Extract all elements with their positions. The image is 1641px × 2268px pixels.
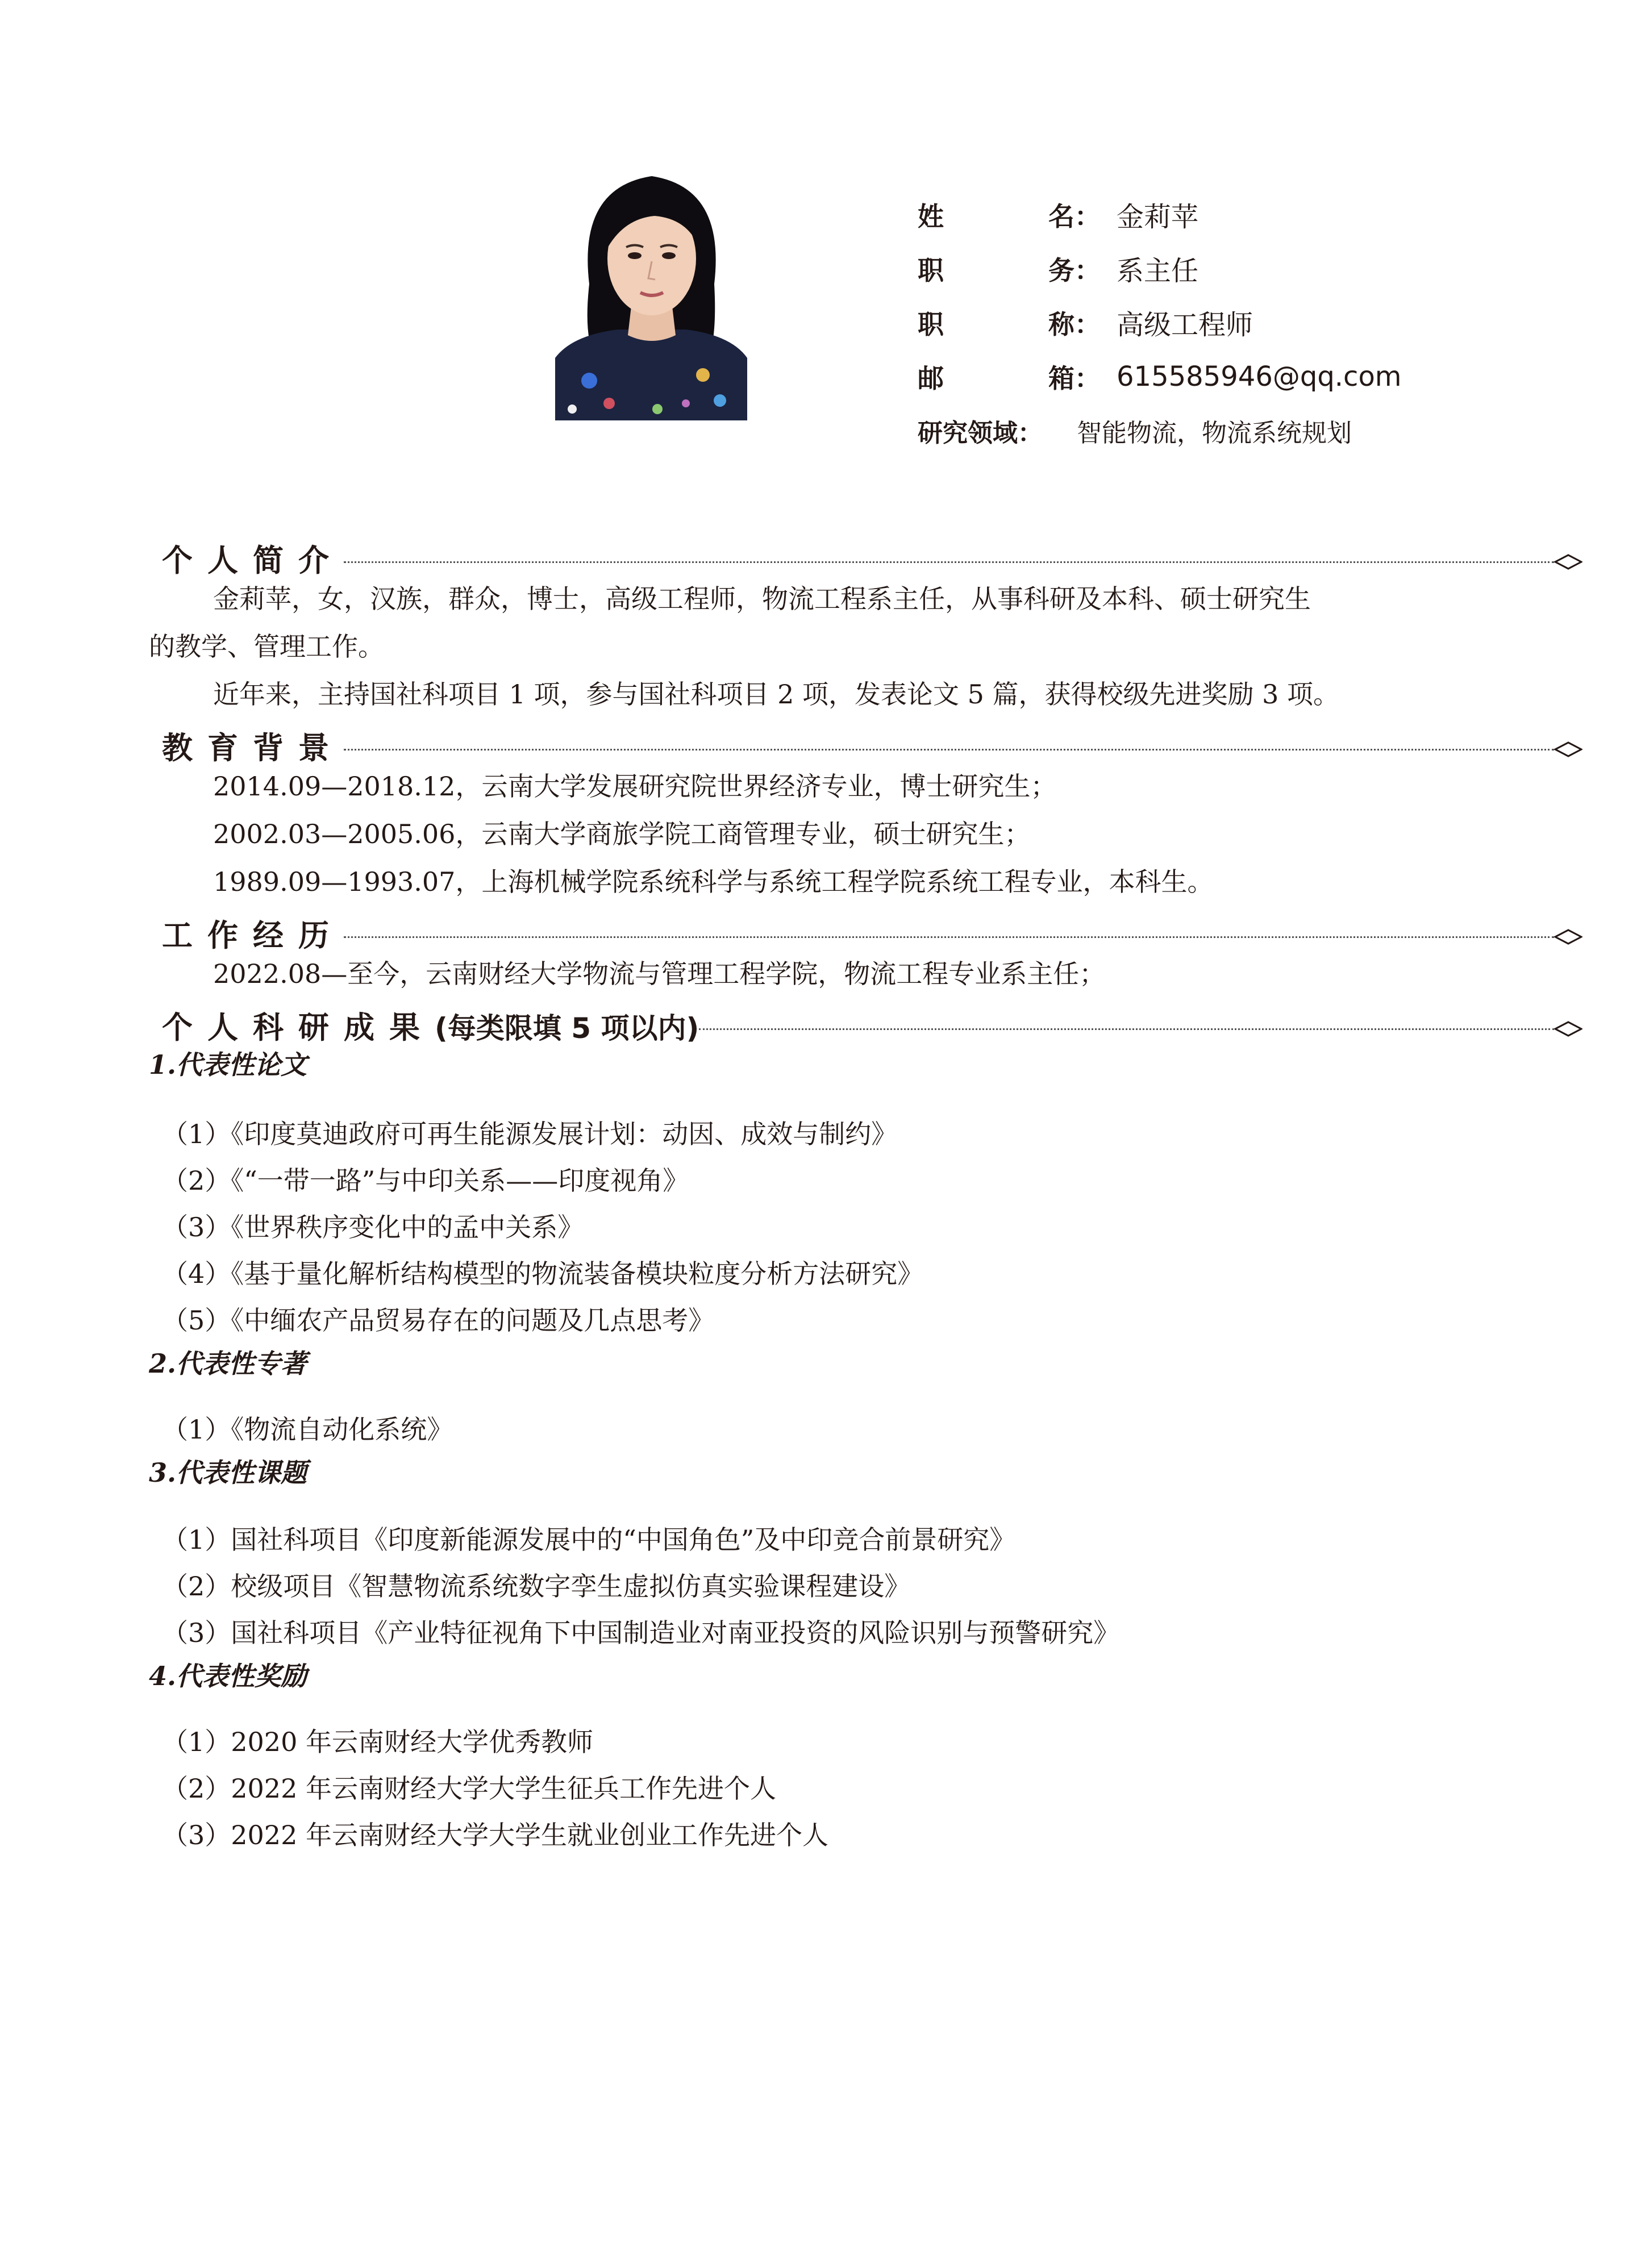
profile-photo <box>555 165 747 420</box>
position-value: 系主任 <box>1117 255 1199 287</box>
paper-item: （5）《中缅农产品贸易存在的问题及几点思考》 <box>162 1305 715 1336</box>
section-title <box>162 1003 699 1047</box>
research-value: 智能物流，物流系统规划 <box>1077 418 1352 448</box>
section-header-intro <box>162 535 1582 581</box>
paper-item: （3）《世界秩序变化中的孟中关系》 <box>162 1212 584 1243</box>
dotted-divider <box>699 1028 1554 1030</box>
education-line: 2002.03—2005.06，云南大学商旅学院工商管理专业，硕士研究生； <box>213 819 1031 849</box>
award-item: （1）2020 年云南财经大学优秀教师 <box>162 1727 593 1757</box>
award-item: （2）2022 年云南财经大学大学生征兵工作先进个人 <box>162 1773 776 1804</box>
section-title: 个人简介 <box>162 542 344 578</box>
projects-heading: 3.代表性课题 <box>149 1457 307 1488</box>
position-row <box>918 241 1402 295</box>
project-item: （1）国社科项目《印度新能源发展中的“中国角色”及中印竞合前景研究》 <box>162 1524 1016 1555</box>
email-row <box>918 349 1402 403</box>
diamond-icon <box>1554 1020 1582 1037</box>
intro-line: 的教学、管理工作。 <box>149 631 384 662</box>
award-item: （3）2022 年云南财经大学大学生就业创业工作先进个人 <box>162 1820 828 1850</box>
research-label: 研究领域： <box>918 418 1043 448</box>
title-label: 职 称： <box>918 308 1101 340</box>
dotted-divider <box>344 936 1554 938</box>
project-item: （3）国社科项目《产业特征视角下中国制造业对南亚投资的风险识别与预警研究》 <box>162 1617 1120 1648</box>
profile-info <box>918 187 1402 457</box>
paper-item: （4）《基于量化解析结构模型的物流装备模块粒度分析方法研究》 <box>162 1258 924 1289</box>
portrait-image <box>555 165 747 420</box>
education-line: 1989.09—1993.07，上海机械学院系统科学与系统工程学院系统工程专业，本科生。 <box>213 866 1214 897</box>
project-item: （2）校级项目《智慧物流系统数字孪生虚拟仿真实验课程建设》 <box>162 1571 911 1602</box>
diamond-icon <box>1554 553 1582 570</box>
section-title: 工作经历 <box>162 917 344 953</box>
section-header-work <box>162 910 1582 956</box>
paper-item: （2）《“一带一路”与中印关系——印度视角》 <box>162 1165 689 1196</box>
email-label: 邮 箱： <box>918 362 1101 394</box>
book-item: （1）《物流自动化系统》 <box>162 1414 453 1445</box>
paper-item: （1）《印度莫迪政府可再生能源发展计划：动因、成效与制约》 <box>162 1119 898 1149</box>
research-title: 个人科研成果 <box>162 1009 435 1045</box>
name-value: 金莉苹 <box>1117 201 1199 233</box>
name-row <box>918 187 1402 241</box>
research-row <box>918 403 1402 457</box>
title-row <box>918 295 1402 349</box>
dotted-divider <box>344 561 1554 563</box>
intro-line: 金莉苹，女，汉族，群众，博士，高级工程师，物流工程系主任，从事科研及本科、硕士研究生 <box>213 583 1311 614</box>
dotted-divider <box>344 749 1554 751</box>
papers-heading: 1.代表性论文 <box>149 1049 307 1080</box>
email-value[interactable]: 615585946@qq.com <box>1117 360 1402 393</box>
diamond-icon <box>1554 741 1582 758</box>
title-value: 高级工程师 <box>1117 309 1253 341</box>
section-header-education <box>162 723 1582 768</box>
position-label: 职 务： <box>918 255 1101 286</box>
section-header-research <box>162 1002 1582 1048</box>
diamond-icon <box>1554 928 1582 945</box>
education-line: 2014.09—2018.12，云南大学发展研究院世界经济专业，博士研究生； <box>213 771 1057 802</box>
intro-line: 近年来，主持国社科项目 1 项，参与国社科项目 2 项，发表论文 5 篇，获得校级先进奖励 3 项。 <box>213 679 1340 710</box>
books-heading: 2.代表性专著 <box>149 1348 307 1379</box>
research-note: (每类限填 5 项以内) <box>435 1011 699 1045</box>
work-line: 2022.08—至今，云南财经大学物流与管理工程学院，物流工程专业系主任； <box>213 958 1106 989</box>
name-label: 姓 名： <box>918 201 1101 232</box>
section-title: 教育背景 <box>162 729 344 766</box>
awards-heading: 4.代表性奖励 <box>149 1661 307 1691</box>
